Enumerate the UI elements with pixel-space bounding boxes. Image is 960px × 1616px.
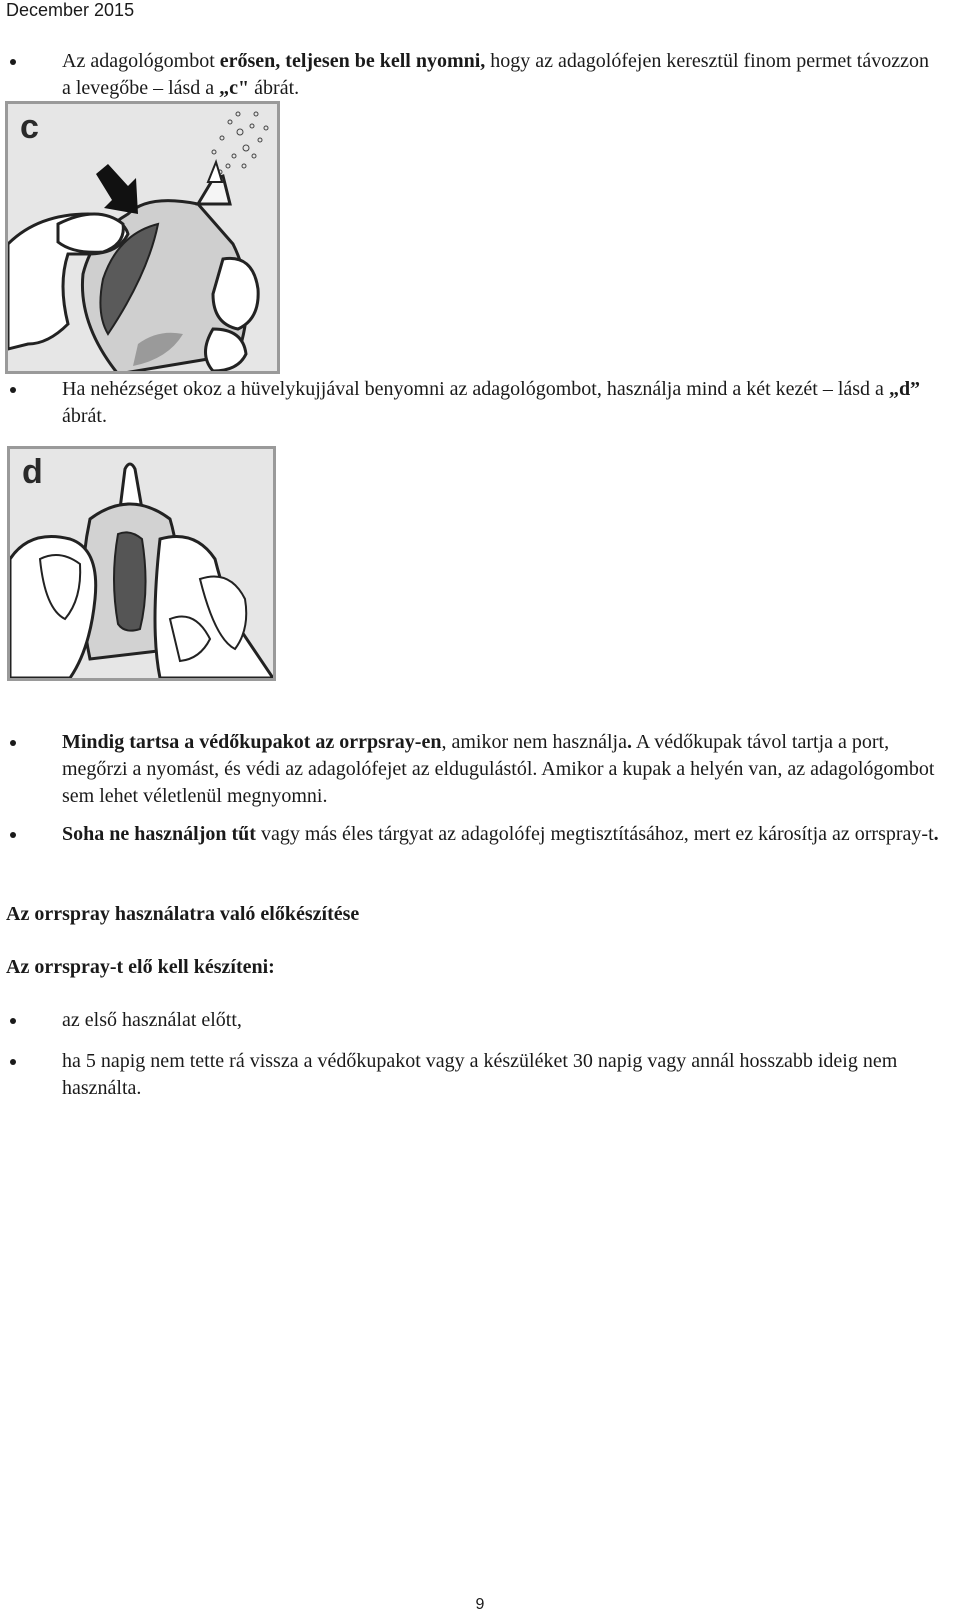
bullet-dot bbox=[10, 1018, 16, 1024]
bold-text: . bbox=[933, 823, 939, 845]
figure-reference: „d” bbox=[888, 378, 921, 400]
instruction-keep-cap bbox=[62, 729, 942, 810]
text-run: Az adagológombot bbox=[62, 50, 220, 72]
prep-condition-first-use: az első használat előtt, bbox=[62, 1009, 242, 1031]
prep-condition-unused: ha 5 napig nem tette rá vissza a védőkupakot vagy a készüléket 30 napig vagy annál hosszabb ideig nem használta. bbox=[62, 1050, 898, 1099]
bold-text: Soha ne használjon tűt bbox=[62, 823, 256, 845]
text-run: hogy az adagolófejen keresztül finom permet távozzon a levegőbe – lásd a bbox=[62, 50, 929, 99]
figure-d-illustration bbox=[7, 446, 276, 681]
section-heading: Az orrspray használatra való előkészítése bbox=[6, 903, 360, 925]
text-run: vagy más éles tárgyat az adagolófej megtisztításához, mert ez károsítja az orrspray-t bbox=[255, 823, 934, 845]
spray-thumb-press-illustration bbox=[8, 104, 277, 371]
subsection-heading: Az orrspray-t elő kell készíteni: bbox=[6, 956, 275, 978]
text-run: A védőkupak távol tartja a port, megőrzi a nyomást, és védi az adagolófejet az eldugulástól. Amikor a kupak a helyén van, az adagológombot sem lehet véletlenül megnyomni. bbox=[62, 731, 935, 807]
instruction-press-firmly bbox=[62, 48, 942, 102]
text-run: Ha nehézséget okoz a hüvelykujjával benyomni az adagológombot, használja mind a két kezét – lásd a bbox=[62, 378, 889, 400]
instruction-no-needle bbox=[62, 821, 942, 848]
figure-label-d: d bbox=[22, 453, 43, 491]
bold-text: . bbox=[626, 731, 632, 753]
bullet-dot bbox=[10, 59, 16, 65]
bold-text: Mindig tartsa a védőkupakot az orrpsray-en bbox=[62, 731, 442, 753]
page-header-date: December 2015 bbox=[6, 0, 135, 20]
spray-two-hands-illustration bbox=[10, 449, 273, 678]
text-run: ábrát. bbox=[62, 405, 107, 427]
figure-reference: „c" bbox=[219, 77, 250, 99]
figure-label-c: c bbox=[20, 108, 39, 146]
bullet-dot bbox=[10, 740, 16, 746]
text-run: ábrát. bbox=[249, 77, 300, 99]
page-number: 9 bbox=[475, 1596, 485, 1613]
instruction-two-hands bbox=[62, 376, 942, 430]
text-run: , amikor nem használja bbox=[441, 731, 627, 753]
bullet-dot bbox=[10, 832, 16, 838]
bold-text: erősen, teljesen be kell nyomni, bbox=[219, 50, 486, 72]
bullet-dot bbox=[10, 387, 16, 393]
figure-c-illustration bbox=[5, 101, 280, 374]
bullet-dot bbox=[10, 1059, 16, 1065]
